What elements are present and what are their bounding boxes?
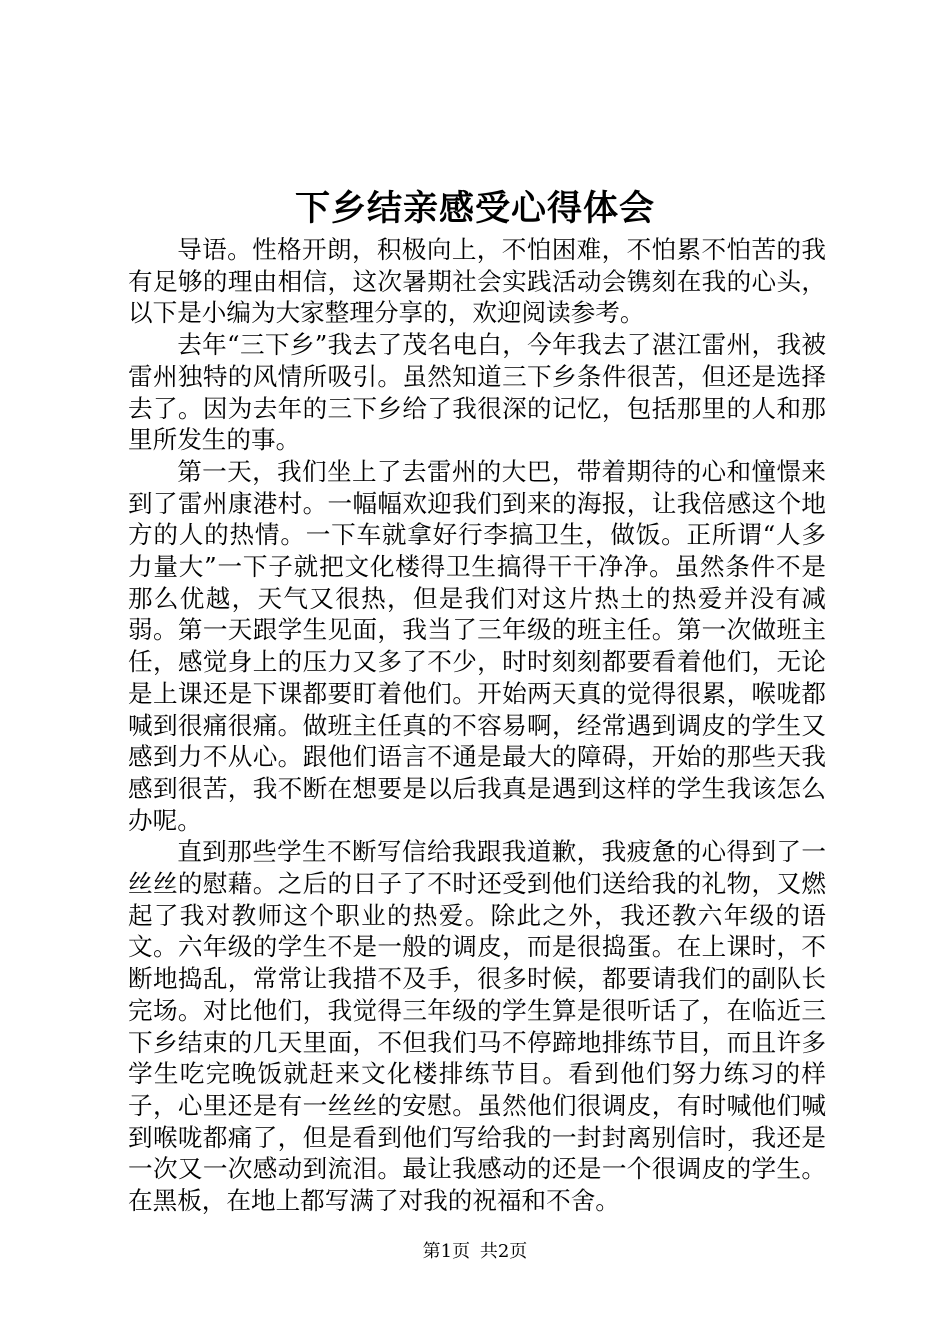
paragraph: 导语。性格开朗，积极向上，不怕困难，不怕累不怕苦的我有足够的理由相信，这次暑期社会实践活动会镌刻在我的心头，以下是小编为大家整理分享的，欢迎阅读参考。 (128, 235, 826, 328)
document-title: 下乡结亲感受心得体会 (294, 188, 655, 229)
page-footer (0, 1240, 950, 1264)
page-total: 共2页 (479, 1241, 528, 1262)
paragraph: 去年“三下乡”我去了茂名电白，今年我去了湛江雷州，我被雷州独特的风情所吸引。虽然知道三下乡条件很苦，但还是选择去了。因为去年的三下乡给了我很深的记忆，包括那里的人和那里所发生的事。 (128, 330, 826, 455)
page-number: 第1页 (422, 1241, 471, 1262)
document-body (128, 234, 826, 1217)
paragraph: 第一天，我们坐上了去雷州的大巴，带着期待的心和憧憬来到了雷州康港村。一幅幅欢迎我们到来的海报，让我倍感这个地方的人的热情。一下车就拿好行李搞卫生，做饭。正所谓“人多力量大”一下子就把文化楼得卫生搞得干干净净。虽然条件不是那么优越，天气又很热，但是我们对这片热土的热爱并没有减弱。第一天跟学生见面，我当了三年级的班主任。第一次做班主任，感觉身上的压力又多了不少，时时刻刻都要看着他们，无论是上课还是下课都要盯着他们。开始两天真的觉得很累，喉咙都喊到很痛很痛。做班主任真的不容易啊，经常遇到调皮的学生又感到力不从心。跟他们语言不通是最大的障碍，开始的那些天我感到很苦，我不断在想要是以后我真是遇到这样的学生我该怎么办呢。 (128, 456, 826, 835)
paragraph: 直到那些学生不断写信给我跟我道歉，我疲惫的心得到了一丝丝的慰藉。之后的日子了不时还受到他们送给我的礼物，又燃起了我对教师这个职业的热爱。除此之外，我还教六年级的语文。六年级的学生不是一般的调皮，而是很捣蛋。在上课时，不断地捣乱，常常让我措不及手，很多时候，都要请我们的副队长完场。对比他们，我觉得三年级的学生算是很听话了，在临近三下乡结束的几天里面，不但我们马不停蹄地排练节目，而且许多学生吃完晚饭就赶来文化楼排练节目。看到他们努力练习的样子，心里还是有一丝丝的安慰。虽然他们很调皮，有时喊他们喊到喉咙都痛了，但是看到他们写给我的一封封离别信时，我还是一次又一次感动到流泪。最让我感动的还是一个很调皮的学生。在黑板，在地上都写满了对我的祝福和不舍。 (128, 837, 826, 1216)
